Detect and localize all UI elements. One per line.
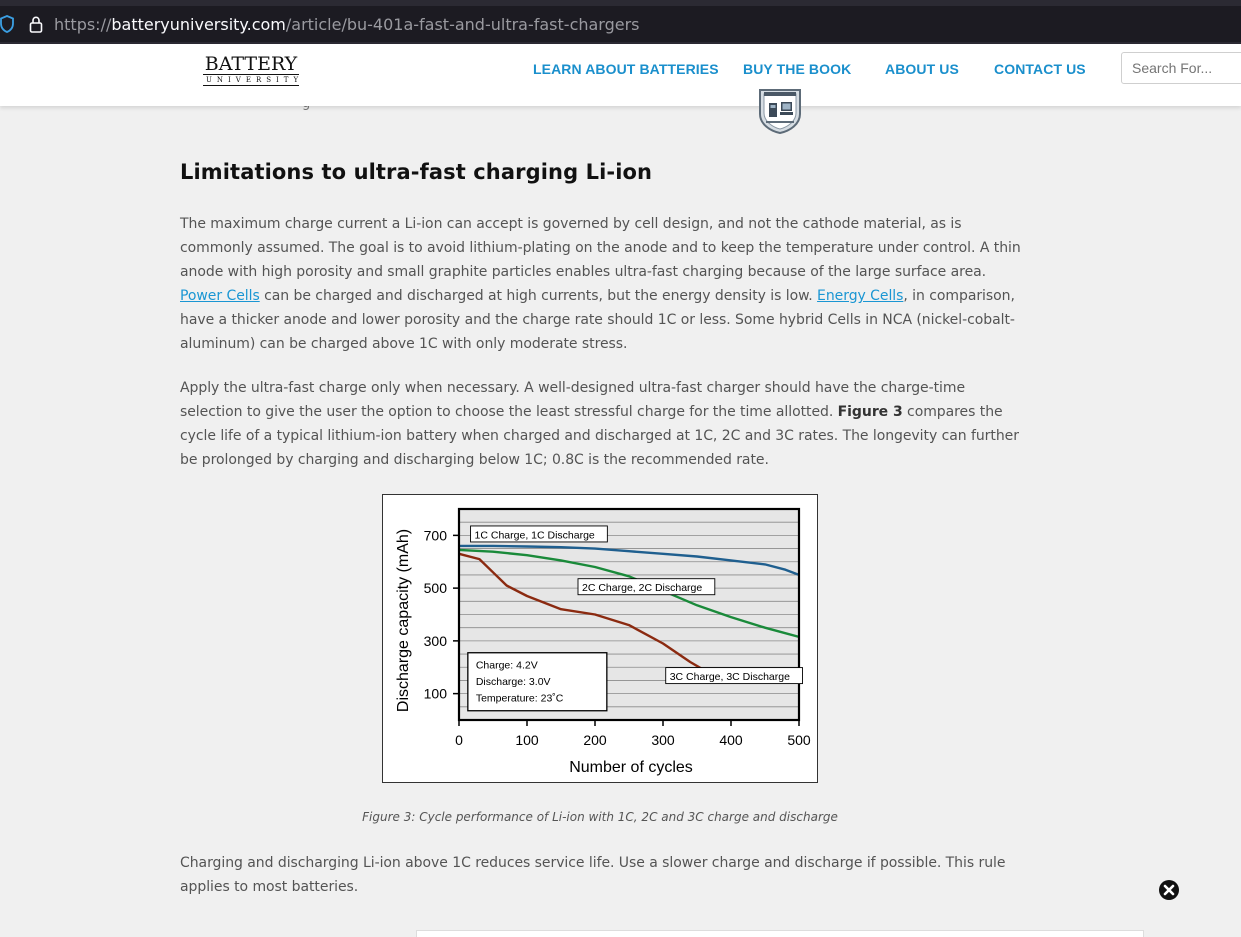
energy-cells-link[interactable]: Energy Cells [817, 288, 904, 304]
nav-learn-about-batteries[interactable]: LEARN ABOUT BATTERIES [533, 61, 719, 77]
p1-text-b: can be charged and discharged at high currents, but the energy density is low. [259, 288, 818, 304]
ad-container [416, 930, 1144, 937]
shield-icon[interactable] [0, 15, 14, 33]
power-cells-link[interactable]: Power Cells [180, 288, 260, 304]
close-icon[interactable] [1158, 879, 1180, 901]
figure-caption: Figure 3: Cycle performance of Li-ion with 1C, 2C and 3C charge and discharge [362, 810, 838, 824]
search-input[interactable] [1121, 52, 1241, 84]
conditions-line: Temperature: 23˚C [475, 692, 564, 705]
series-label: 3C Charge, 3C Discharge [669, 671, 790, 684]
p1-text-c: , in comparison, have a thicker anode and lower porosity and the charge rate should 1C or less. Some hybrid Cells in NCA (nickel-cobalt-aluminum) can be charged above 1C with only moderate stress. [180, 288, 1015, 352]
y-tick-label: 700 [423, 527, 447, 544]
x-tick-label: 400 [719, 732, 743, 748]
browser-url-bar[interactable] [0, 0, 1241, 44]
conditions-line: Charge: 4.2V [475, 659, 538, 672]
y-tick-label: 100 [423, 685, 447, 702]
p1-text-a: The maximum charge current a Li-ion can accept is governed by cell design, and not the cathode material, as is commonly assumed. The goal is to avoid lithium-plating on the anode and to keep the temperature under control. A thin anode with high porosity and small graphite particles enables ultra-fast charging because of the large surface area. [180, 216, 1021, 280]
url-scheme: https:// [54, 15, 112, 34]
x-tick-label: 200 [583, 732, 607, 748]
url-host: batteryuniversity.com [111, 15, 286, 34]
x-tick-label: 300 [651, 732, 675, 748]
paragraph-3: Charging and discharging Li-ion above 1C reduces service life. Use a slower charge and discharge if possible. This rule applies to most batteries. [180, 855, 1006, 895]
url-path: /article/bu-401a-fast-and-ultra-fast-chargers [285, 15, 640, 34]
figure-reference: Figure 3 [837, 404, 903, 420]
series-label: 2C Charge, 2C Discharge [582, 582, 703, 595]
x-tick-label: 100 [515, 732, 539, 748]
figure-3-chart [382, 494, 818, 783]
logo-line-1: BATTERY [204, 53, 298, 75]
paragraph-2 [180, 376, 1025, 472]
p2-text-a: Apply the ultra-fast charge only when necessary. A well-designed ultra-fast charger should have the charge-time selection to give the user the option to choose the least stressful charge for the time allotted. [180, 380, 966, 420]
site-logo[interactable] [203, 53, 304, 86]
x-axis-label: Number of cycles [569, 759, 693, 776]
section-heading: Limitations to ultra-fast charging Li-ion [180, 160, 653, 184]
chart-svg [383, 495, 817, 782]
lock-icon[interactable] [29, 16, 43, 33]
nav-about-us[interactable]: ABOUT US [885, 61, 959, 77]
series-label: 1C Charge, 1C Discharge [474, 529, 595, 542]
site-header [0, 44, 1241, 106]
paragraph-1 [180, 212, 1025, 356]
x-tick-label: 500 [787, 732, 811, 748]
x-tick-label: 0 [455, 732, 463, 748]
conditions-line: Discharge: 3.0V [475, 676, 551, 689]
nav-buy-the-book[interactable]: BUY THE BOOK [743, 61, 852, 77]
y-axis-label: Discharge capacity (mAh) [395, 528, 412, 713]
logo-line-2: UNIVERSITY [203, 75, 299, 86]
badge-shield-icon[interactable] [756, 86, 804, 134]
nav-contact-us[interactable]: CONTACT US [994, 61, 1086, 77]
y-tick-label: 300 [423, 632, 447, 649]
y-tick-label: 500 [423, 580, 447, 597]
url-text[interactable] [54, 15, 640, 34]
p2-text-b: compares the cycle life of a typical lithium-ion battery when charged and discharged at 1C, 2C and 3C rates. The longevity can further be prolonged by charging and discharging below 1C; 0.8C is the recommended rate. [180, 404, 1019, 468]
